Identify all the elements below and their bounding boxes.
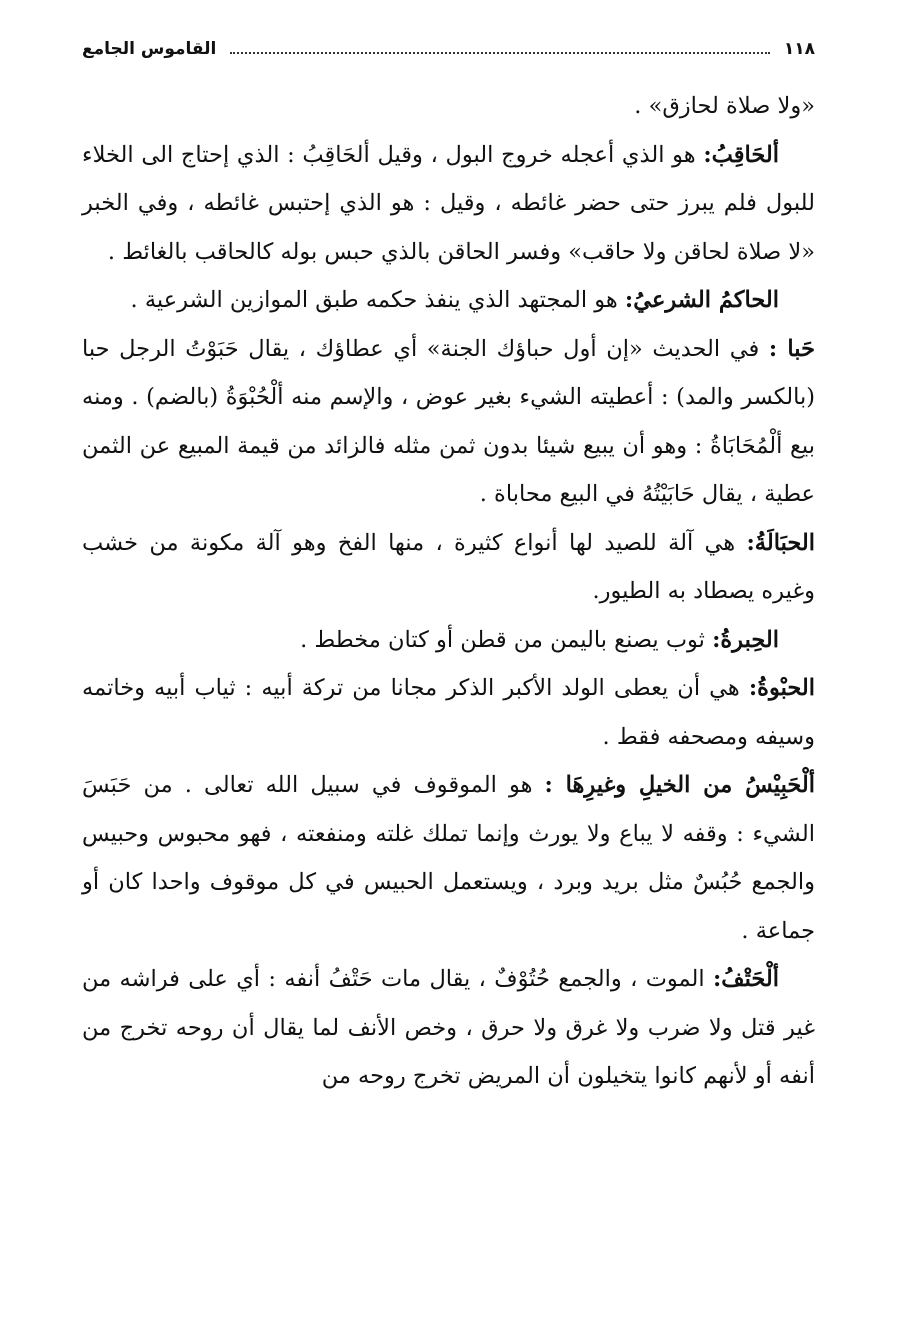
entry-headword: حَبا : [768,335,815,362]
running-title: القاموس الجامع [82,39,217,59]
dictionary-entry [82,519,815,616]
entry-definition: هو الموقوف في سبيل الله تعالى . من حَبَسَ الشيء : وقفه لا يباع ولا يورث وإنما تملك غلته ومنفعته ، فهو محبوس وحبيس والجمع حُبُسٌ مثل بريد وبرد ، ويستعمل الحبيس في كل موقوف واحدا كان أو جماعة . [82,772,815,944]
entry-definition: ثوب يصنع باليمن من قطن أو كتان مخطط . [300,626,713,653]
entry-headword: ألْحَبِيْسُ من الخيلِ وغيرِهَا : [544,772,815,798]
entry-definition: هو الذي أعجله خروج البول ، وقيل ألحَاقِبُ : الذي إحتاج الى الخلاء للبول فلم يبرز حتى حضر غائطه ، وقيل : هو الذي إحتبس غائطه ، وفي الخبر «لا صلاة لحاقن ولا حاقب» وفسر الحاقن بالذي حبس بوله كالحاقب بالغائط . [82,141,815,265]
dictionary-body [82,82,815,1101]
dictionary-entry [82,761,815,955]
entry-definition: هو المجتهد الذي ينفذ حكمه طبق الموازين الشرعية . [130,287,625,313]
dictionary-entry [82,616,815,665]
entry-definition: هي آلة للصيد لها أنواع كثيرة ، منها الفخ وهو آلة مكونة من خشب وغيره يصطاد به الطيور. [82,529,815,604]
dictionary-entry [82,131,815,277]
entry-headword: ألْحَتْفُ: [712,966,779,992]
dictionary-entry [82,955,815,1101]
entry-definition: هي أن يعطى الولد الأكبر الذكر مجانا من تركة أبيه : ثياب أبيه وخاتمه وسيفه ومصحفه فقط . [82,675,815,750]
dictionary-entry [82,325,815,519]
page-header [82,34,815,64]
continuation-line: «ولا صلاة لحازق» . [634,93,815,119]
entry-headword: الحبَالَةُ: [746,529,815,556]
entry-headword: الحبْوةُ: [748,675,815,701]
entry-headword: الحاكمُ الشرعيُ: [624,287,779,313]
dictionary-entry [82,276,815,325]
header-dot-leader [230,52,769,54]
entry-headword: ألحَاقِبُ: [703,141,779,168]
dictionary-entry [82,664,815,761]
entry-headword: الحِبرةُ: [712,626,779,653]
entry-definition: في الحديث «إن أول حباؤك الجنة» أي عطاؤك ، يقال حَبَوْتُ الرجل حبا (بالكسر والمد) : أعطيته الشيء بغير عوض ، والإسم منه ألْحُبْوَةُ (بالضم) . ومنه بيع ألْمُحَابَاةُ : وهو أن يبيع شيئا بدون ثمن مثله فالزائد من قيمة المبيع عن الثمن عطية ، يقال حَابَيْتُهُ في البيع محاباة . [82,335,815,507]
page-number: ١١٨ [783,39,815,59]
entry-definition: الموت ، والجمع حُتُوْفٌ ، يقال مات حَتْفُ أنفه : أي على فراشه من غير قتل ولا ضرب ولا غرق ولا حرق ، وخص الأنف لما يقال أن روحه تخرج من أنفه أو لأنهم كانوا يتخيلون أن المريض تخرج روحه من [82,966,815,1089]
